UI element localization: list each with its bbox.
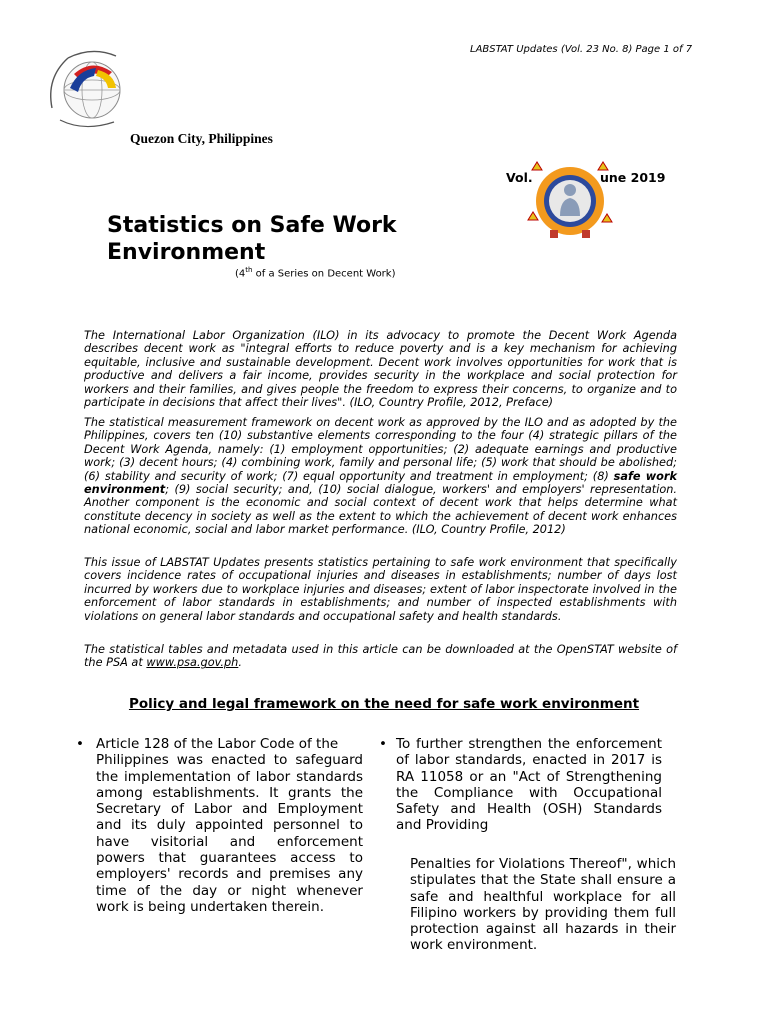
title-line-2: Environment: [107, 240, 266, 265]
page-title: [107, 212, 467, 266]
title-line-1: Statistics on Safe Work: [107, 213, 397, 238]
intro-paragraph-2: The statistical measurement framework on decent work as approved by the ILO and as adopted by the Philippines, covers ten (10) substantive elements corresponding to the four (4) strategic pillars of the Decent Work Agenda, namely: (1) employment opportunities; (2) adequate earnings and productive work; (3) decent hours; (4) combining work, family and personal life; (5) work that should be abolished; (6) stability and security of work; (7) equal opportunity and treatment in employment; (8) safe work environment; (9) social security; and, (10) social dialogue, workers' and employers' representation. Another component is the economic and social context of decent work that helps determine what constitute decency in society as well as the extent to which the achievement of decent work enhances national economic, social and labor market performance. (ILO, Country Profile, 2012): [84, 416, 678, 537]
bullet-marker: •: [76, 736, 84, 752]
section-heading: Policy and legal framework on the need for safe work environment: [128, 696, 640, 712]
intro-paragraph-3: This issue of LABSTAT Updates presents statistics pertaining to safe work environment that specifically covers incidence rates of occupational injuries and diseases in establishments; number of days lost incurred by workers due to workplace injuries and diseases; extent of labor inspectorate involved in the enforcement of labor standards in establishments; and number of inspected establishments with violations on general labor standards and occupational safety and health standards.: [84, 556, 677, 623]
intro-paragraph-1: The International Labor Organization (ILO) in its advocacy to promote the Decent Work Agenda describes decent work as "integral efforts to reduce poverty and is a key mechanism for achieving equitable, inclusive and sustainable development. Decent work involves opportunities for work that is productive and delivers a fair income, provides security in the workplace and social protection for workers and their families, and gives people the freedom to express their concerns, to organize and to participate in decisions that affect their lives". (ILO, Country Profile, 2012, Preface): [84, 329, 677, 410]
volume-label: Vol.: [506, 170, 533, 185]
series-subtitle: (4th of a Series on Decent Work): [235, 266, 396, 280]
psa-website-link[interactable]: www.psa.gov.ph: [146, 656, 239, 670]
location-text: Quezon City, Philippines: [130, 131, 273, 146]
bullet-item-ra-11058-continued: Penalties for Violations Thereof", which stipulates that the State shall ensure a safe and healthful workplace for all Filipino workers by providing them full protection against all hazards in their work environment.: [410, 856, 676, 954]
volume-date: une 2019: [600, 170, 666, 185]
bullet-marker: •: [379, 736, 387, 752]
safety-badge-icon: [524, 160, 616, 242]
page-reference: LABSTAT Updates (Vol. 23 No. 8) Page 1 of 7: [470, 44, 693, 55]
bullet-item-labor-code: Article 128 of the Labor Code of the Philippines was enacted to safeguard the implementation of labor standards among establishments. It grants the Secretary of Labor and Employment and its duly appointed personnel to have visitorial and enforcement powers that guarantees access to employers' records and premises any time of the day or night whenever work is being undertaken therein.: [96, 736, 363, 915]
emphasis-safe-work: safe work environment: [84, 469, 678, 497]
bullet-item-ra-11058: To further strengthen the enforcement of labor standards, enacted in 2017 is RA 11058 or an "Act of Strengthening the Compliance with Occupational Safety and Health (OSH) Standards and Providing: [396, 736, 662, 834]
psa-logo: [44, 48, 136, 132]
intro-paragraph-4: The statistical tables and metadata used in this article can be downloaded at the OpenSTAT website of the PSA at www.psa.gov.ph.: [84, 643, 677, 670]
